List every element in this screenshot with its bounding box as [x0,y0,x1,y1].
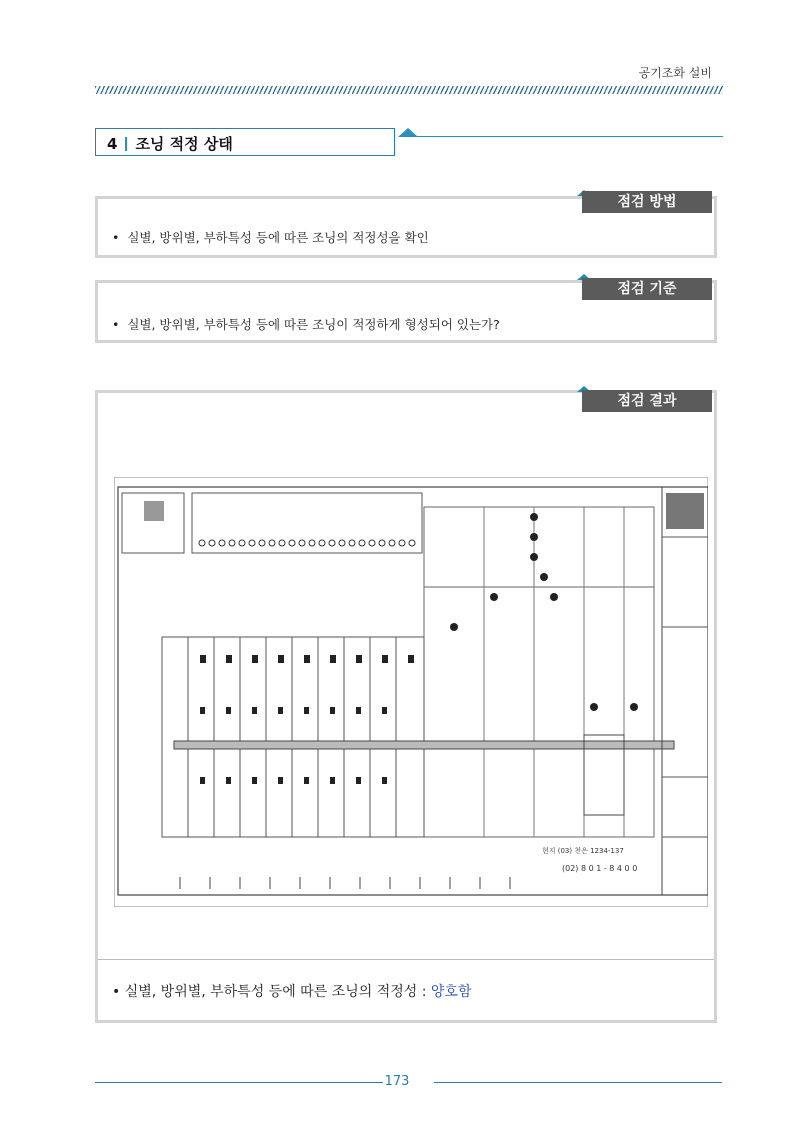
page-number: 173 [384,1074,410,1089]
result-summary-value: 양호함 [430,984,472,1000]
result-tag: 점검 결과 [582,390,712,412]
result-panel [95,390,717,1023]
section-title-text [107,133,233,154]
drawing-address: 현지 (03) 천은 1234-137 [542,847,624,855]
criteria-tag: 점검 기준 [582,278,712,300]
criteria-text-content: 실별, 방위별, 부하특성 등에 따른 조닝이 적정하게 형성되어 있는가? [127,317,500,332]
zoning-drawing-image [114,477,708,907]
method-panel [95,196,717,258]
result-summary: • 실별, 방위별, 부하특성 등에 따른 조닝의 적정성 : 양호함 [112,984,472,1000]
section-number: 4 [107,135,118,153]
header-category: 공기조화 설비 [638,66,712,80]
section-separator [125,137,127,151]
header-hatch-divider [95,86,723,94]
criteria-panel [95,280,717,343]
method-tag: 점검 방법 [582,191,712,213]
method-text: • 실별, 방위별, 부하특성 등에 따른 조닝의 적정성을 확인 [112,230,429,245]
criteria-text: • 실별, 방위별, 부하특성 등에 따른 조닝이 적정하게 형성되어 있는가? [112,317,500,332]
section-name: 조닝 적정 상태 [135,135,233,153]
drawing-phone: (02) 8 0 1 - 8 4 0 0 [562,864,638,873]
section-title [95,128,395,156]
method-text-content: 실별, 방위별, 부하특성 등에 따른 조닝의 적정성을 확인 [127,230,429,245]
result-summary-sep: : [417,984,431,1000]
section-accent-line [410,136,723,137]
result-divider [98,959,714,960]
result-summary-label: 실별, 방위별, 부하특성 등에 따른 조닝의 적정성 [124,984,418,1000]
